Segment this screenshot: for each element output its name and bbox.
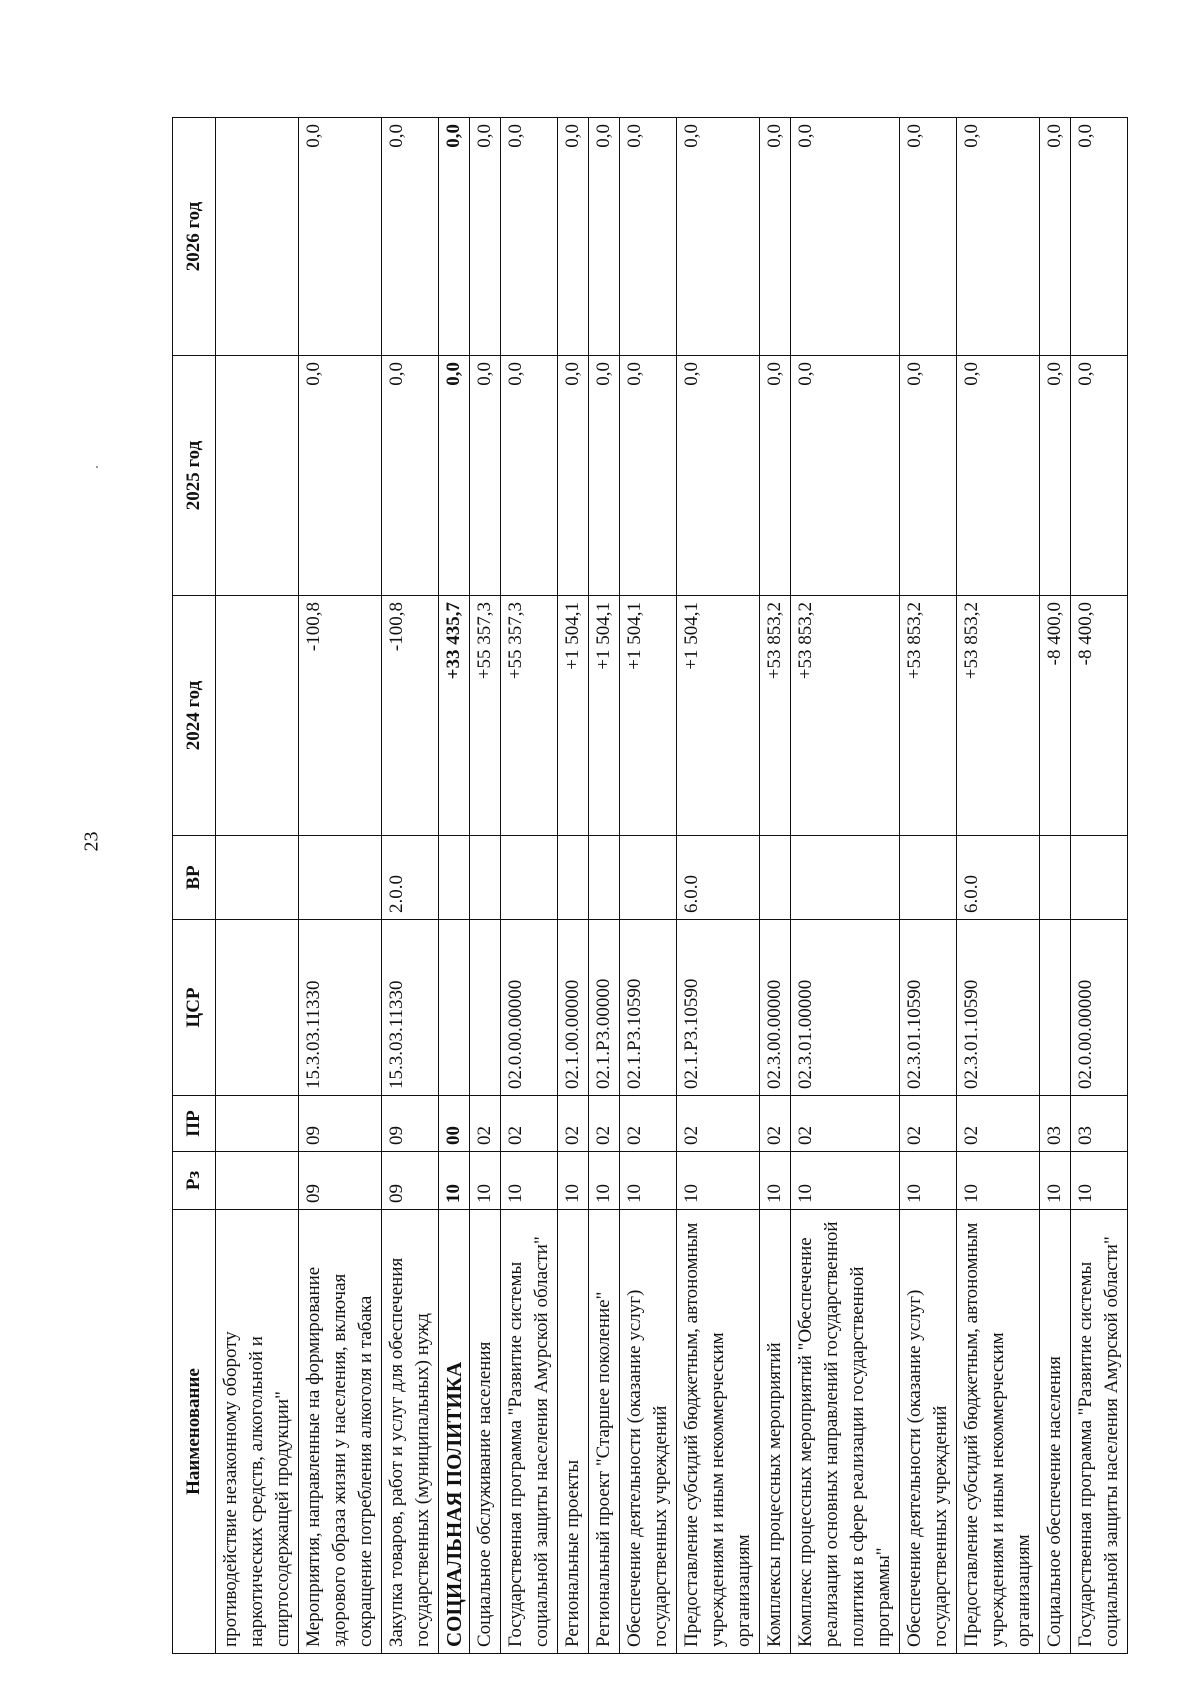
cell-rz: 10 xyxy=(470,1152,501,1210)
cell-2025: 0,0 xyxy=(1071,356,1128,596)
cell-pr: 03 xyxy=(1071,1096,1128,1152)
cell-vr xyxy=(299,836,382,920)
cell-rz: 09 xyxy=(382,1152,439,1210)
cell-rz: 09 xyxy=(299,1152,382,1210)
cell-name: Закупка товаров, работ и услуг для обеспечения государственных (муниципальных) нужд xyxy=(382,1210,439,1654)
cell-csr xyxy=(470,920,501,1096)
cell-name: Обеспечение деятельности (оказание услуг) государственных учреждений xyxy=(900,1210,957,1654)
page-number: 23 xyxy=(80,831,103,852)
cell-2025: 0,0 xyxy=(299,356,382,596)
cell-2025: 0,0 xyxy=(760,356,791,596)
cell-csr: 02.3.00.00000 xyxy=(760,920,791,1096)
cell-2025: 0,0 xyxy=(558,356,589,596)
cell-pr xyxy=(216,1096,299,1152)
cell-2026: 0,0 xyxy=(760,118,791,356)
cell-csr: 02.0.00.00000 xyxy=(501,920,558,1096)
cell-vr: 2.0.0 xyxy=(382,836,439,920)
cell-pr: 02 xyxy=(470,1096,501,1152)
cell-pr: 03 xyxy=(1040,1096,1071,1152)
cell-csr: 02.1.P3.10590 xyxy=(620,920,677,1096)
cell-name: Обеспечение деятельности (оказание услуг) государственных учреждений xyxy=(620,1210,677,1654)
cell-vr xyxy=(439,836,470,920)
header-rz: Рз xyxy=(173,1152,216,1210)
cell-2025: 0,0 xyxy=(439,356,470,596)
table-row xyxy=(1071,118,1128,1654)
cell-2024: -100,8 xyxy=(299,596,382,836)
cell-csr xyxy=(216,920,299,1096)
cell-2025: 0,0 xyxy=(382,356,439,596)
table-header-row xyxy=(173,118,216,1654)
cell-2024: +1 504,1 xyxy=(677,596,760,836)
cell-rz: 10 xyxy=(501,1152,558,1210)
cell-csr: 02.1.P3.10590 xyxy=(677,920,760,1096)
cell-pr: 02 xyxy=(558,1096,589,1152)
cell-2025 xyxy=(216,356,299,596)
cell-2026: 0,0 xyxy=(589,118,620,356)
cell-csr xyxy=(1040,920,1071,1096)
cell-2025: 0,0 xyxy=(470,356,501,596)
cell-2026: 0,0 xyxy=(382,118,439,356)
cell-csr xyxy=(439,920,470,1096)
rotated-table-container xyxy=(172,118,1122,1654)
cell-2026: 0,0 xyxy=(558,118,589,356)
cell-vr: 6.0.0 xyxy=(957,836,1040,920)
cell-pr: 02 xyxy=(760,1096,791,1152)
cell-vr xyxy=(501,836,558,920)
cell-2024: +55 357,3 xyxy=(501,596,558,836)
cell-vr xyxy=(791,836,900,920)
table-body xyxy=(216,118,1128,1654)
cell-rz xyxy=(216,1152,299,1210)
cell-vr xyxy=(216,836,299,920)
cell-2024: +1 504,1 xyxy=(589,596,620,836)
cell-2025: 0,0 xyxy=(620,356,677,596)
table-row xyxy=(957,118,1040,1654)
cell-2026 xyxy=(216,118,299,356)
cell-2024: +53 853,2 xyxy=(791,596,900,836)
cell-2024: -8 400,0 xyxy=(1040,596,1071,836)
table-row xyxy=(216,118,299,1654)
cell-pr: 02 xyxy=(957,1096,1040,1152)
table-row xyxy=(791,118,900,1654)
cell-csr: 02.3.01.10590 xyxy=(957,920,1040,1096)
cell-csr: 02.1.P3.00000 xyxy=(589,920,620,1096)
cell-rz: 10 xyxy=(439,1152,470,1210)
header-2026: 2026 год xyxy=(173,118,216,356)
cell-rz: 10 xyxy=(589,1152,620,1210)
cell-pr: 02 xyxy=(501,1096,558,1152)
cell-2026: 0,0 xyxy=(1040,118,1071,356)
cell-csr: 15.3.03.11330 xyxy=(299,920,382,1096)
cell-csr: 02.3.01.00000 xyxy=(791,920,900,1096)
cell-pr: 02 xyxy=(589,1096,620,1152)
cell-2025: 0,0 xyxy=(1040,356,1071,596)
cell-2024: +53 853,2 xyxy=(900,596,957,836)
cell-2026: 0,0 xyxy=(1071,118,1128,356)
cell-2026: 0,0 xyxy=(470,118,501,356)
cell-vr xyxy=(1071,836,1128,920)
header-name: Наименование xyxy=(173,1210,216,1654)
cell-vr: 6.0.0 xyxy=(677,836,760,920)
cell-2024: +53 853,2 xyxy=(957,596,1040,836)
cell-vr xyxy=(558,836,589,920)
cell-pr: 02 xyxy=(677,1096,760,1152)
cell-2025: 0,0 xyxy=(957,356,1040,596)
cell-vr xyxy=(1040,836,1071,920)
cell-name: Мероприятия, направленные на формирование здорового образа жизни у населения, включая сокращение потребления алкоголя и табака xyxy=(299,1210,382,1654)
cell-pr: 09 xyxy=(382,1096,439,1152)
cell-name: СОЦИАЛЬНАЯ ПОЛИТИКА xyxy=(439,1210,470,1654)
cell-2026: 0,0 xyxy=(439,118,470,356)
cell-pr: 02 xyxy=(620,1096,677,1152)
table-row xyxy=(470,118,501,1654)
table-row xyxy=(439,118,470,1654)
cell-csr: 02.1.00.00000 xyxy=(558,920,589,1096)
cell-rz: 10 xyxy=(1071,1152,1128,1210)
header-pr: ПР xyxy=(173,1096,216,1152)
cell-name: Региональный проект "Старшее поколение" xyxy=(589,1210,620,1654)
cell-pr: 09 xyxy=(299,1096,382,1152)
cell-rz: 10 xyxy=(900,1152,957,1210)
cell-rz: 10 xyxy=(677,1152,760,1210)
cell-2026: 0,0 xyxy=(677,118,760,356)
cell-name: Государственная программа "Развитие системы социальной защиты населения Амурской области" xyxy=(501,1210,558,1654)
table-row xyxy=(620,118,677,1654)
cell-2024: +33 435,7 xyxy=(439,596,470,836)
cell-2026: 0,0 xyxy=(957,118,1040,356)
cell-csr: 15.3.03.11330 xyxy=(382,920,439,1096)
cell-2025: 0,0 xyxy=(791,356,900,596)
cell-2026: 0,0 xyxy=(900,118,957,356)
cell-2024: +55 357,3 xyxy=(470,596,501,836)
cell-name: Предоставление субсидий бюджетным, автономным учреждениям и иным некоммерческим организациям xyxy=(677,1210,760,1654)
header-csr: ЦСР xyxy=(173,920,216,1096)
table-row xyxy=(299,118,382,1654)
cell-vr xyxy=(760,836,791,920)
cell-2025: 0,0 xyxy=(589,356,620,596)
table-row xyxy=(1040,118,1071,1654)
cell-rz: 10 xyxy=(760,1152,791,1210)
cell-rz: 10 xyxy=(1040,1152,1071,1210)
cell-2025: 0,0 xyxy=(900,356,957,596)
cell-2024 xyxy=(216,596,299,836)
cell-name: Социальное обеспечение населения xyxy=(1040,1210,1071,1654)
header-2025: 2025 год xyxy=(173,356,216,596)
table-row xyxy=(501,118,558,1654)
cell-csr: 02.0.00.00000 xyxy=(1071,920,1128,1096)
cell-2024: +1 504,1 xyxy=(620,596,677,836)
scan-speck xyxy=(96,466,98,468)
cell-2025: 0,0 xyxy=(501,356,558,596)
cell-2026: 0,0 xyxy=(620,118,677,356)
cell-2026: 0,0 xyxy=(299,118,382,356)
cell-rz: 10 xyxy=(791,1152,900,1210)
cell-csr: 02.3.01.10590 xyxy=(900,920,957,1096)
cell-2026: 0,0 xyxy=(501,118,558,356)
cell-pr: 02 xyxy=(791,1096,900,1152)
cell-2024: -100,8 xyxy=(382,596,439,836)
cell-vr xyxy=(900,836,957,920)
cell-pr: 00 xyxy=(439,1096,470,1152)
cell-2024: -8 400,0 xyxy=(1071,596,1128,836)
cell-name: Региональные проекты xyxy=(558,1210,589,1654)
cell-name: Комплексы процессных мероприятий xyxy=(760,1210,791,1654)
cell-2024: +1 504,1 xyxy=(558,596,589,836)
cell-vr xyxy=(589,836,620,920)
cell-rz: 10 xyxy=(957,1152,1040,1210)
cell-2025: 0,0 xyxy=(677,356,760,596)
cell-2024: +53 853,2 xyxy=(760,596,791,836)
table-row xyxy=(900,118,957,1654)
cell-name: Социальное обслуживание населения xyxy=(470,1210,501,1654)
cell-name: Предоставление субсидий бюджетным, автономным учреждениям и иным некоммерческим организациям xyxy=(957,1210,1040,1654)
cell-vr xyxy=(470,836,501,920)
cell-name: Комплекс процессных мероприятий "Обеспечение реализации основных направлений государственной политики в сфере реализации государственной программы" xyxy=(791,1210,900,1654)
table-row xyxy=(677,118,760,1654)
budget-table xyxy=(172,117,1128,1654)
table-row xyxy=(760,118,791,1654)
cell-rz: 10 xyxy=(558,1152,589,1210)
cell-name: противодействие незаконному обороту наркотических средств, алкогольной и спиртосодержащей продукции" xyxy=(216,1210,299,1654)
cell-vr xyxy=(620,836,677,920)
cell-rz: 10 xyxy=(620,1152,677,1210)
header-vr: ВР xyxy=(173,836,216,920)
table-row xyxy=(382,118,439,1654)
table-row xyxy=(558,118,589,1654)
table-row xyxy=(589,118,620,1654)
cell-2026: 0,0 xyxy=(791,118,900,356)
cell-pr: 02 xyxy=(900,1096,957,1152)
header-2024: 2024 год xyxy=(173,596,216,836)
cell-name: Государственная программа "Развитие системы социальной защиты населения Амурской области" xyxy=(1071,1210,1128,1654)
